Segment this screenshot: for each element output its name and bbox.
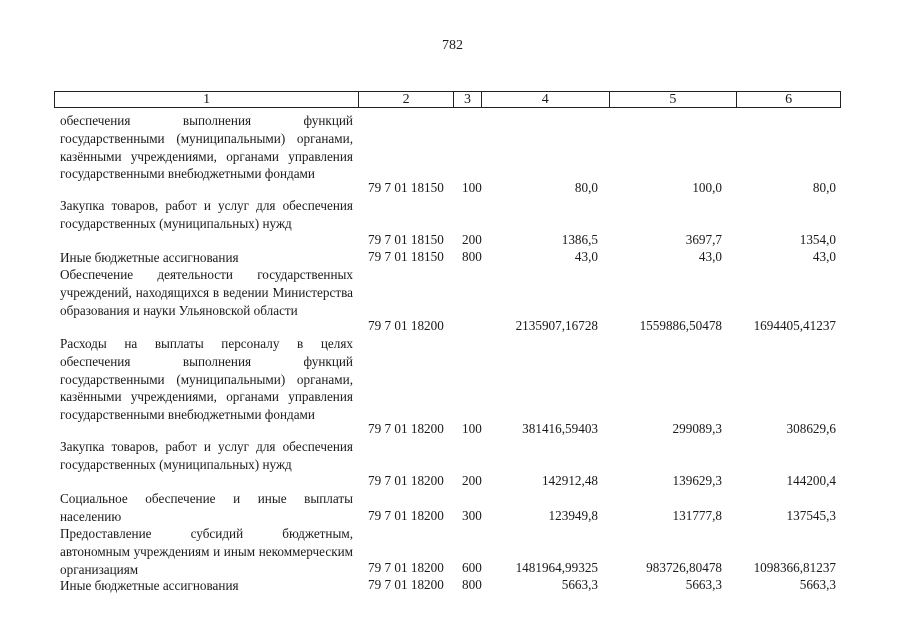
header-col-6: 6 xyxy=(785,92,793,107)
row-value-4: 80,0 xyxy=(574,180,598,196)
row-name: Иные бюджетные ассигнования xyxy=(60,578,239,593)
table-row xyxy=(0,490,905,525)
header-col-4: 4 xyxy=(482,92,610,107)
row-code: 79 7 01 18200 xyxy=(368,421,444,437)
row-code: 79 7 01 18200 xyxy=(368,560,444,576)
row-value-6: 308629,6 xyxy=(786,421,836,437)
row-value-5: 1559886,50478 xyxy=(639,318,722,334)
row-value-5: 43,0 xyxy=(698,249,722,265)
row-value-6: 137545,3 xyxy=(786,508,836,524)
row-group: 800 xyxy=(462,577,482,593)
row-value-5: 5663,3 xyxy=(685,577,722,593)
row-value-4: 123949,8 xyxy=(548,508,598,524)
row-group: 100 xyxy=(462,421,482,437)
table-header xyxy=(54,91,841,108)
row-code: 79 7 01 18200 xyxy=(368,508,444,524)
header-col-3: 3 xyxy=(454,92,482,107)
row-value-6: 1098366,81237 xyxy=(753,560,836,576)
table-row xyxy=(0,112,905,197)
page-number: 782 xyxy=(442,38,463,53)
row-value-4: 43,0 xyxy=(574,249,598,265)
row-name: Обеспечение деятельности государственных учреждений, находящихся в ведении Министерства образования и науки Ульяновской области xyxy=(60,267,353,318)
row-value-6: 1694405,41237 xyxy=(753,318,836,334)
row-value-6: 144200,4 xyxy=(786,473,836,489)
row-group: 200 xyxy=(462,232,482,248)
row-group: 200 xyxy=(462,473,482,489)
row-code: 79 7 01 18200 xyxy=(368,318,444,334)
header-col-5: 5 xyxy=(610,92,738,107)
table-row xyxy=(0,438,905,490)
row-value-6: 5663,3 xyxy=(799,577,836,593)
row-value-6: 80,0 xyxy=(812,180,836,196)
row-group: 300 xyxy=(462,508,482,524)
row-group: 100 xyxy=(462,180,482,196)
row-value-4: 142912,48 xyxy=(541,473,598,489)
row-group: 800 xyxy=(462,249,482,265)
row-value-5: 131777,8 xyxy=(672,508,722,524)
row-value-5: 3697,7 xyxy=(685,232,722,248)
row-name: Предоставление субсидий бюджетным, автономным учреждениям и иным некоммерческим организациям xyxy=(60,526,353,577)
table-row xyxy=(0,249,905,266)
row-code: 79 7 01 18200 xyxy=(368,473,444,489)
row-code: 79 7 01 18150 xyxy=(368,232,444,248)
row-name: Закупка товаров, работ и услуг для обеспечения государственных (муниципальных) нужд xyxy=(60,439,353,472)
table-row xyxy=(0,335,905,438)
row-value-5: 139629,3 xyxy=(672,473,722,489)
row-value-5: 983726,80478 xyxy=(646,560,722,576)
row-value-5: 100,0 xyxy=(692,180,722,196)
row-code: 79 7 01 18150 xyxy=(368,249,444,265)
table-row xyxy=(0,525,905,577)
row-name: Социальное обеспечение и иные выплаты населению xyxy=(60,491,353,524)
table-row xyxy=(0,197,905,249)
row-value-4: 2135907,16728 xyxy=(515,318,598,334)
row-value-6: 43,0 xyxy=(812,249,836,265)
row-value-4: 1386,5 xyxy=(561,232,598,248)
row-code: 79 7 01 18150 xyxy=(368,180,444,196)
row-value-5: 299089,3 xyxy=(672,421,722,437)
header-col-2: 2 xyxy=(359,92,454,107)
row-name: обеспечения выполнения функций государственными (муниципальными) органами, казёнными учреждениями, органами управления государственными внебюджетными фондами xyxy=(60,113,353,182)
row-group: 600 xyxy=(462,560,482,576)
row-name: Иные бюджетные ассигнования xyxy=(60,250,239,265)
row-value-6: 1354,0 xyxy=(799,232,836,248)
row-value-4: 381416,59403 xyxy=(522,421,598,437)
header-col-1: 1 xyxy=(55,92,359,107)
table-row xyxy=(0,577,905,594)
row-value-4: 5663,3 xyxy=(561,577,598,593)
row-value-4: 1481964,99325 xyxy=(515,560,598,576)
table-row xyxy=(0,266,905,335)
row-code: 79 7 01 18200 xyxy=(368,577,444,593)
row-name: Расходы на выплаты персоналу в целях обеспечения выполнения функций государственными (муниципальными) органами, казёнными учреждениями, органами управления государственными внебюджетными фондами xyxy=(60,336,353,423)
row-name: Закупка товаров, работ и услуг для обеспечения государственных (муниципальных) нужд xyxy=(60,198,353,231)
